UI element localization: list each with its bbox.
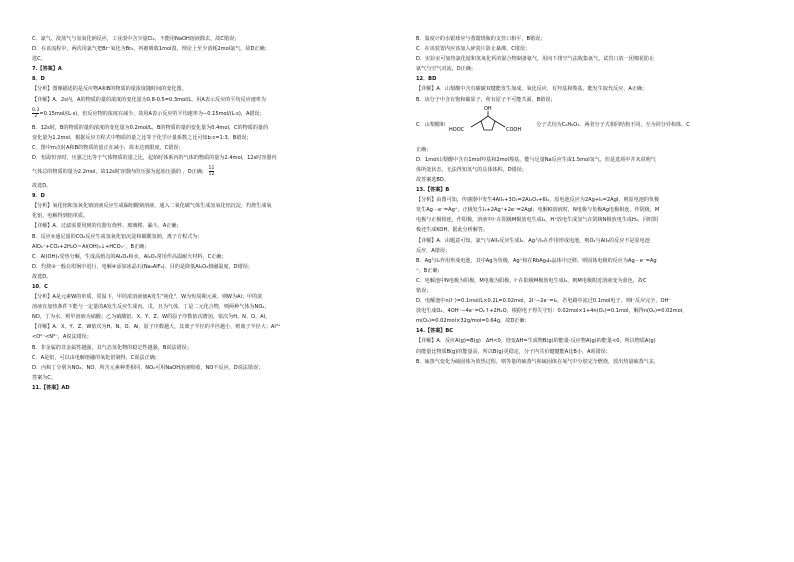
text-line: C．在该装置内应该加入碎瓷片防止暴沸，C错误； (416, 46, 531, 53)
text-line: D．1mol山梨酸中含有1mol羟基和2mol羧基，能与足量Na反应生成1.5mol氢气，但是选项中并未说明气 (416, 156, 656, 163)
text-line: C．Al(OH)₃受热分解，生成高熔点的Al₂O₃和水，Al₂O₃常用作高温耐火材料，C正确； (32, 253, 227, 260)
text-line: 【详解】A．2s内，A的物质的量的浓度的变化量为0.8-0.5=0.3mol/L，用A表示反应的平均反应速率为 (32, 96, 266, 103)
fraction-rate: $\frac{0.3}{2}$ (32, 107, 40, 119)
text-line: <O²⁻<N³⁻，A说法错误； (32, 334, 92, 341)
text-line-with-fraction: $\frac{0.3}{2}$ =0.15mol/(L·s)，但反应物的浓度在减少，故用A表示反应的平均速率为−0.15mol/(L·s)，A错误； (32, 107, 265, 119)
text-line: 反应，A错误； (416, 247, 451, 254)
text-line: B．该分子中含有饱和碳原子，所有原子不可能共面，B错误； (416, 96, 556, 103)
right-column (416, 34, 770, 367)
text-line: 体所处状态，无法得知氢气的具体体积，D错误； (416, 166, 527, 173)
text-line: 【详解】A．反应A(g)=B(g) ΔH<0，焓变ΔH=生成物B(g)的能量-反应物A(g)的能量<0，所以物质A(g) (416, 338, 656, 345)
answer-heading: 8．D (32, 76, 45, 83)
fraction-pressure: $\frac{11}{12}$ (208, 166, 215, 178)
text-line: 的能量比物质B(g)的能量高，所以B(g)更稳定，分子内共价键键能A比B小，A项错误； (416, 348, 611, 355)
text-line: D．灼烧③一般在坩埚中进行，电解④添加冰晶石(Na₃AlF₆)，目的是降低Al₂O₃熔融温度，D错误； (32, 263, 253, 270)
text-line: C．图中m点时A和B的物质的量正在减小，故未达到限度，C错误； (32, 144, 184, 151)
text-line: C．A是铝，可以由电解熔融的氧化铝制得，C说法正确； (32, 354, 160, 361)
text-line: 【详解】A．过滤需要用到的仪器有烧杯、玻璃棒、漏斗，A正确； (32, 223, 182, 230)
text-line: D．丙和丁分别为NO₂、NO，所含元素种类相同，NO₂可用NaOH溶液吸收，NO不反应，D说法错误； (32, 364, 264, 371)
text-line: m(O₂)=0.02mol×32g/mol=0.64g，故D正确； (416, 318, 530, 325)
answer-heading: 13.【答案】B (416, 187, 450, 194)
text-line: B．非金属的非金属性越强，其气态氢化物的稳定性越强，B说法错误； (32, 344, 192, 351)
molecule-line: C．山梨酸和 OH HOOC COOH 分子式均为C₆H₈O₂，两者分子式相同结构不同，互为同分异构体，C (416, 105, 770, 145)
answer-heading: 9．D (32, 193, 45, 200)
text-line: 选C。 (32, 56, 46, 63)
substituent-label: OH (483, 106, 492, 113)
text-line: C．氯气、溴蒸气与氢氧化钠反应，工业溴中含少量Cl₂，不能用NaOH溶液除去，故C错误； (32, 36, 240, 42)
answer-heading: 11.【答案】AD (32, 384, 70, 391)
text-line: 故选D。 (32, 183, 52, 190)
answer-heading: 12．BD (416, 76, 437, 83)
text-line: 放电生成O₂，4OH⁻−4e⁻=O₂↑+2H₂O，根据电子得失守恒：0.02mol×1+4n(O₂)=0.1mol，解得n(O₂)=0.02mol， (416, 308, 688, 315)
text-line: 错误； (416, 287, 432, 294)
text-line-with-fraction: 气体总的物质的量为2.2mol，故12s时容器内的压强为起始压强的 ，D正确； $\frac{11}{12}$ (32, 166, 215, 178)
text-line: 故答案选BD。 (416, 176, 449, 183)
left-column (32, 34, 382, 393)
group-label-right: COOH (505, 127, 521, 134)
text-line: 正确； (416, 146, 432, 153)
text-line: 发生Ag－e⁻=Ag⁺，正极发生I₂+2Ag⁺+2e⁻=2AgI；电解KI溶液时，N电极与负极Ag电极相连，作阴极，M (416, 207, 660, 214)
text-line: 【详解】A．山梨酸中含有碳碳双键能发生加成、氧化反应，有羟基和羧基，能发生取代反应，A正确； (416, 86, 648, 93)
text-line: B．反应②通足量的CO₂反应生成氢氧化铝沉淀和碳酸氢钠，离子方程式为： (32, 233, 203, 240)
text-line: B．温度计的水银球应与蒸馏烧瓶的支管口相平，B错误； (416, 36, 546, 42)
text-line: 【详解】A．X、Y、Z、W依次为H、N、O、Al，原子序数越大，其离子半径的半径越小，则离子半径大：Al³⁺ (32, 324, 281, 331)
answer-heading: 14.【答案】BC (416, 328, 454, 335)
text-line: 溶液在加热条件下能与一定量的A发生反应生成丙、戊，且为气体，丁是二元化合物，则两种气体为NO₂、 (32, 304, 270, 311)
text-line: 故选D。 (32, 273, 52, 280)
equation-line: AlO₂⁻+CO₂+2H₂O＝Al(OH)₃↓+HCO₃⁻，B正确； (32, 243, 150, 250)
text-line: B．Ag与I₂作用形成电池，其中Ag为负极，Ag⁺和在RbAg₄I₅晶体中迁移，则固体电极的反应为Ag－e⁻=Ag (416, 257, 657, 264)
text-line: 【分析】氧化铝和氢氧化钠溶液反应生成偏铝酸钠溶液，通入二氧化碳气体生成氢氧化铝沉淀，灼烧生成氧 (32, 203, 272, 210)
text-line: NO，丁为水，则甲溶液为硝酸；乙为硝酸铝。X、Y、Z、W的原子序数依次增加，依次为H、N、O、Al。 (32, 314, 271, 321)
text-line: D．在该流程中，两次用氯气把Br⁻氧化为Br₂，再被吸收1mol溴，理论上至少消耗2mol氯气，故D正确； (32, 46, 270, 53)
text-line: 【分析】由图可知，传感器中发生4AlI₃+3O₂=2Al₂O₃+6I₂，原电池反应为2Ag+I₂=2AgI，则原电池的负极 (416, 197, 660, 204)
group-label-left: HOOC (448, 127, 464, 134)
text-line: D．实验室可加热氯化铵和氢氧化钙的混合物制备氨气，用向下排空气法收集氨气，试管口放一团棉花防止 (416, 56, 655, 63)
text-line: 氨气与空气对流，D正确； (416, 66, 476, 73)
answer-heading: 7.【答案】A (32, 66, 62, 73)
text-line: 化铝，电解得到铝单质。 (32, 213, 89, 220)
text-line: 变化量为1.2mol，根据反应方程式中物质的量之比等于化学计量系数之比可知b:c=1:3，B错误； (32, 134, 252, 141)
text-line: 【详解】A．由题意可知，氯气与AlI₃反应生成I₂，Ag与I₂在作用形成电池，则O₂与AlI₃的反应不是原电池 (416, 237, 650, 244)
answer-heading: 10．C (32, 283, 48, 290)
text-line: C．电解池中N电极为阴极，M电极为阳极，I⁻在阳极M极放电生成I₂，则M电极附近溶液变为蓝色，故C (416, 277, 647, 284)
text-line: D．电解池中n(I⁻)=0.1mol/L×0.2L=0.02mol，2I⁻−2e⁻=I₂，若电路中流过0.1mol电子，则I⁻反应完全，OH⁻ (416, 298, 671, 305)
text-line: ⁺，B正确； (416, 267, 443, 274)
text-line: 【分析】A是元素W的单质，常温下，甲的浓溶液使A发生"钝化"，W为短周期元素，则W为Al；甲的浓 (32, 294, 263, 301)
text-line: 电极与正极相连，作阳极，溶液中I⁻在阳极M极放电生成I₂，H⁺放电生成氢气在阴极N极放电生成H₂，同时阴 (416, 217, 659, 224)
text-line: 【分析】图像描述的是反应物A和B的物质的量浓度随时间的变化图。 (32, 86, 187, 93)
molecule-structure-icon (447, 105, 529, 143)
text-line: 答案为C。 (32, 374, 56, 381)
text-line: B．12s时，B的物质的量的浓度的变化量为0.2mol/L，B的物质的量的变化量为0.4mol，C的物质的量的 (32, 124, 269, 131)
text-line: B．硫蒸气变化为硫固体为放热过程，则等量的硫蒸气和硫固体在氧气中分别完全燃烧，放出热量硫蒸气多， (416, 358, 659, 365)
text-line: 极还生成KOH，据此分析解答。 (416, 227, 489, 234)
text-line: D．恒温恒容时，压强之比等于气体物质的量之比，起始时体系内的气体的物质的量为2.4mol，12s时容器内 (32, 154, 277, 161)
